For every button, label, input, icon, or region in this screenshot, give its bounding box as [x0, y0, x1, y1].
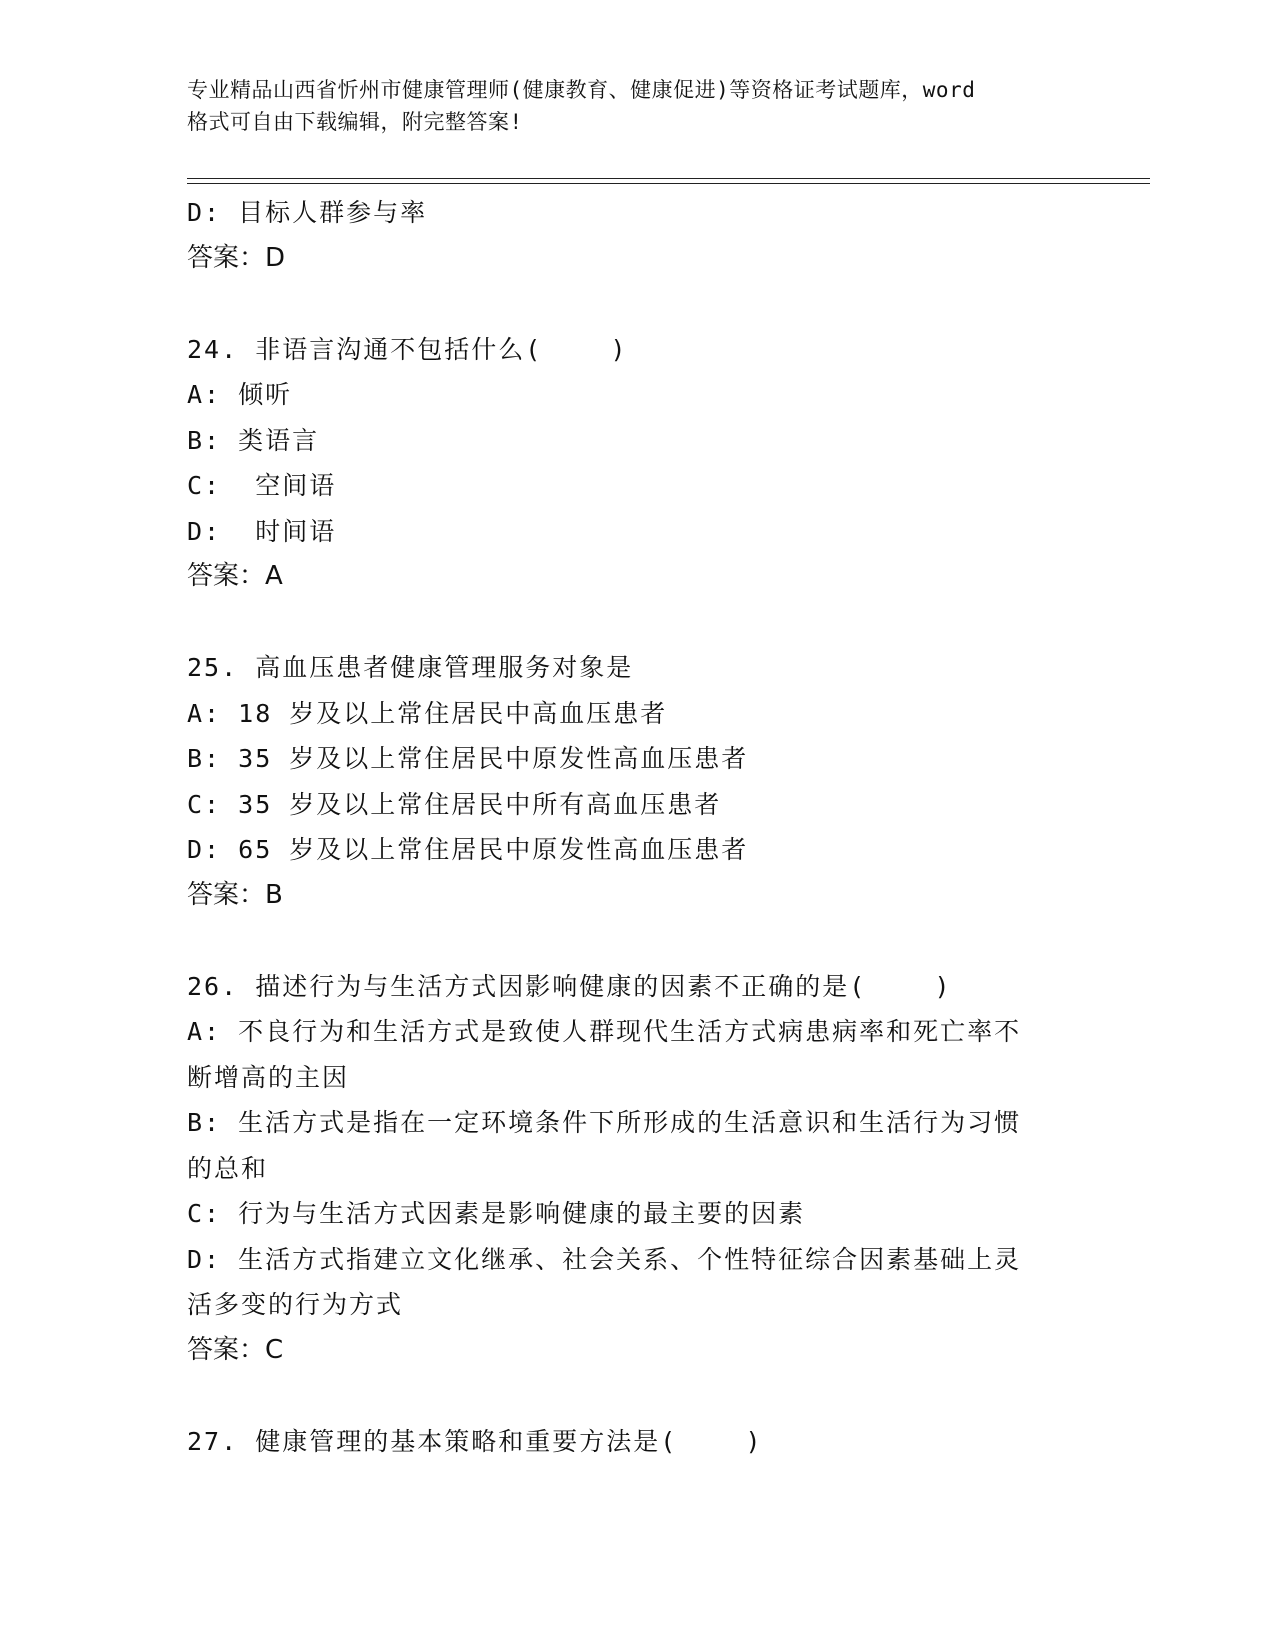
- option-b-continued: 的总和: [187, 1153, 269, 1183]
- option-d: D: 目标人群参与率: [187, 198, 428, 227]
- option-d: D: 65 岁及以上常住居民中原发性高血压患者: [187, 835, 749, 864]
- answer-line: 答案：A: [187, 561, 283, 591]
- option-b: B: 生活方式是指在一定环境条件下所形成的生活意识和生活行为习惯: [187, 1108, 1022, 1137]
- option-a: A: 18 岁及以上常住居民中高血压患者: [187, 698, 668, 728]
- option-c: C: 空间语: [187, 471, 337, 500]
- option-a-continued: 断增高的主因: [187, 1062, 350, 1092]
- header-line-1: 专业精品山西省忻州市健康管理师(健康教育、健康促进)等资格证考试题库，word: [187, 78, 976, 102]
- question-26: 26. 描述行为与生活方式因影响健康的因素不正确的是( ): [187, 971, 952, 1001]
- option-b: B: 35 岁及以上常住居民中原发性高血压患者: [187, 744, 749, 773]
- header-divider-top: [187, 178, 1150, 179]
- option-c: C: 35 岁及以上常住居民中所有高血压患者: [187, 789, 722, 819]
- option-d-continued: 活多变的行为方式: [187, 1290, 404, 1319]
- question-25: 25. 高血压患者健康管理服务对象是: [187, 653, 634, 682]
- answer-line: 答案：D: [187, 242, 286, 273]
- question-27: 27. 健康管理的基本策略和重要方法是( ): [187, 1426, 763, 1456]
- spacer: [187, 281, 1087, 327]
- document-header: [187, 74, 1087, 138]
- option-b: B: 类语言: [187, 425, 320, 455]
- answer-line: 答案：B: [187, 879, 283, 910]
- question-24: 24. 非语言沟通不包括什么( ): [187, 334, 628, 364]
- spacer: [187, 600, 1087, 646]
- answer-line: 答案：C: [187, 1334, 284, 1365]
- question-list: [187, 190, 1087, 1464]
- spacer: [187, 1373, 1087, 1419]
- option-d: D: 时间语: [187, 516, 337, 546]
- header-line-2: 格式可自由下载编辑，附完整答案!: [187, 110, 523, 134]
- option-d: D: 生活方式指建立文化继承、社会关系、个性特征综合因素基础上灵: [187, 1244, 1022, 1274]
- option-c: C: 行为与生活方式因素是影响健康的最主要的因素: [187, 1199, 806, 1228]
- option-a: A: 不良行为和生活方式是致使人群现代生活方式病患病率和死亡率不: [187, 1017, 1022, 1046]
- header-divider-bottom: [187, 183, 1150, 184]
- spacer: [187, 918, 1087, 964]
- option-a: A: 倾听: [187, 380, 293, 409]
